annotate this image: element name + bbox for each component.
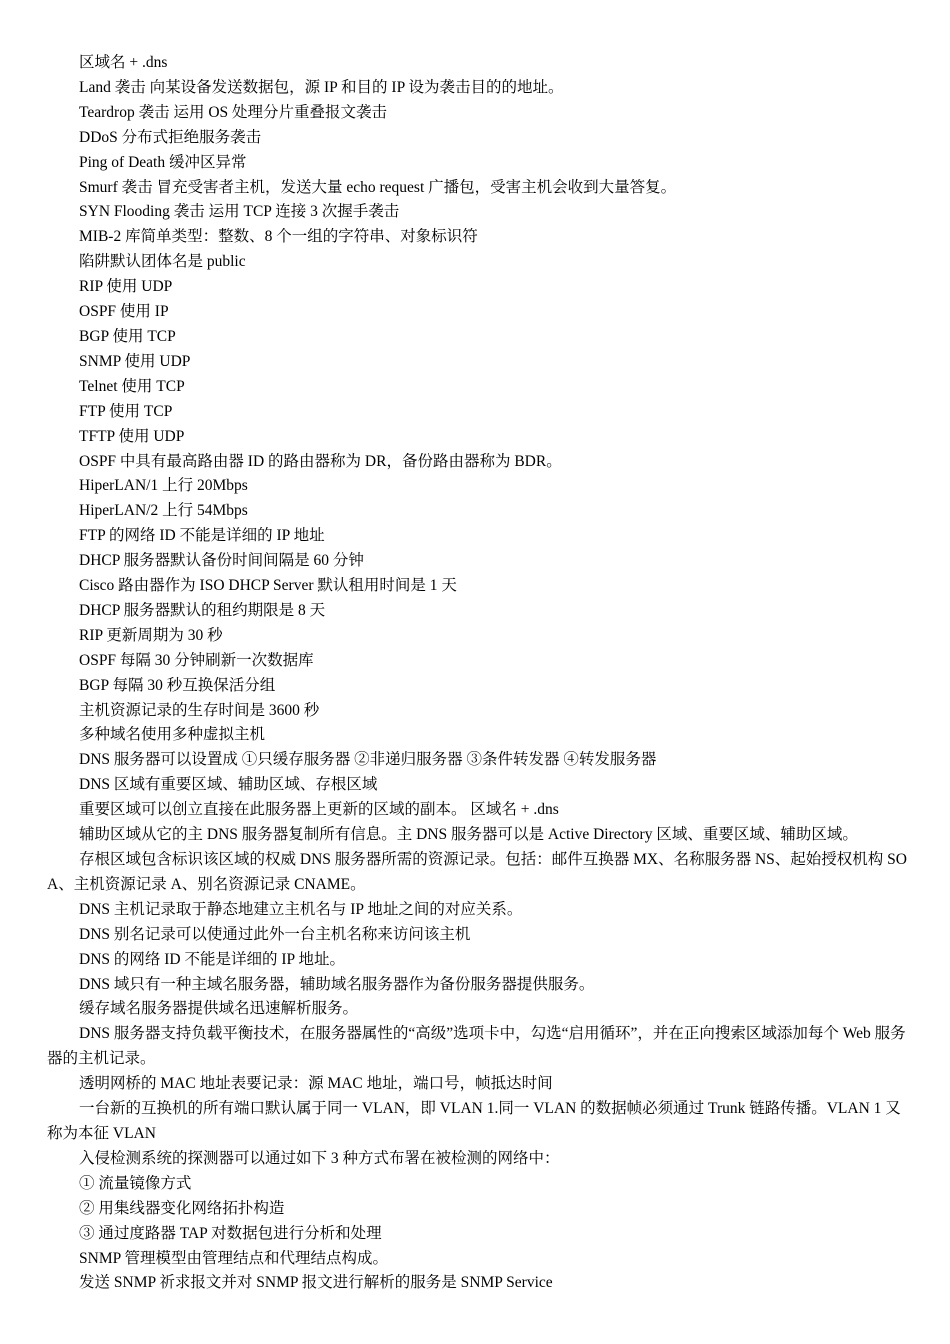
paragraph: Telnet 使用 TCP — [79, 377, 185, 395]
paragraph: Cisco 路由器作为 ISO DHCP Server 默认租用时间是 1 天 — [79, 577, 457, 595]
paragraph: 缓存域名服务器提供域名迅速解析服务。 — [79, 1000, 359, 1018]
paragraph: Land 袭击 向某设备发送数据包，源 IP 和目的 IP 设为袭击目的的地址。 — [79, 78, 564, 96]
paragraph: 主机资源记录的生存时间是 3600 秒 — [79, 701, 320, 719]
paragraph: OSPF 中具有最高路由器 ID 的路由器称为 DR，备份路由器称为 BDR。 — [79, 452, 562, 470]
paragraph: 一台新的互换机的所有端口默认属于同一 VLAN，即 VLAN 1.同一 VLAN 的数据帧必须通过 Trunk 链路传播。VLAN 1 又称为本征 VLAN — [47, 1100, 901, 1142]
paragraph: OSPF 每隔 30 分钟刷新一次数据库 — [79, 651, 314, 669]
paragraph: SNMP 管理模型由管理结点和代理结点构成。 — [79, 1249, 389, 1267]
paragraph: FTP 的网络 ID 不能是详细的 IP 地址 — [79, 527, 325, 545]
paragraph: 多种域名使用多种虚拟主机 — [79, 726, 266, 744]
paragraph: BGP 使用 TCP — [79, 327, 176, 345]
paragraph: SYN Flooding 袭击 运用 TCP 连接 3 次握手袭击 — [79, 203, 400, 221]
paragraph: TFTP 使用 UDP — [79, 427, 185, 445]
paragraph: DNS 域只有一种主域名服务器，辅助域名服务器作为备份服务器提供服务。 — [79, 975, 595, 993]
paragraph: 区域名 + .dns — [79, 54, 168, 71]
paragraph: 重要区域可以创立直接在此服务器上更新的区域的副本。 区域名 + .dns — [79, 801, 559, 819]
paragraph: RIP 更新周期为 30 秒 — [79, 626, 223, 644]
paragraph: DHCP 服务器默认备份时间间隔是 60 分钟 — [79, 552, 364, 570]
paragraph: DNS 主机记录取于静态地建立主机名与 IP 地址之间的对应关系。 — [79, 900, 523, 918]
paragraph: OSPF 使用 IP — [79, 303, 169, 321]
paragraph: DNS 服务器支持负载平衡技术，在服务器属性的“高级”选项卡中，勾选“启用循环”，并在正向搜索区域添加每个 Web 服务器的主机记录。 — [47, 1025, 906, 1068]
paragraph: HiperLAN/1 上行 20Mbps — [79, 477, 248, 495]
paragraph: 发送 SNMP 祈求报文并对 SNMP 报文进行解析的服务是 SNMP Service — [79, 1274, 553, 1292]
paragraph: 透明网桥的 MAC 地址表要记录：源 MAC 地址，端口号，帧抵达时间 — [79, 1075, 553, 1093]
paragraph: ② 用集线器变化网络拓扑构造 — [79, 1199, 285, 1217]
paragraph: 存根区域包含标识该区域的权威 DNS 服务器所需的资源记录。包括：邮件互换器 MX、名称服务器 NS、起始授权机构 SOA、主机资源记录 A、别名资源记录 CNAME。 — [47, 851, 907, 893]
paragraph: DNS 的网络 ID 不能是详细的 IP 地址。 — [79, 950, 345, 968]
paragraph: MIB-2 库简单类型：整数、8 个一组的字符串、对象标识符 — [79, 228, 478, 246]
paragraph: ③ 通过度路器 TAP 对数据包进行分析和处理 — [79, 1224, 382, 1242]
paragraph: Teardrop 袭击 运用 OS 处理分片重叠报文袭击 — [79, 103, 388, 121]
paragraph: DHCP 服务器默认的租约期限是 8 天 — [79, 601, 326, 619]
paragraph: FTP 使用 TCP — [79, 402, 173, 420]
paragraph: 入侵检测系统的探测器可以通过如下 3 种方式布署在被检测的网络中： — [79, 1149, 560, 1167]
document-body — [47, 51, 909, 1296]
paragraph: Smurf 袭击 冒充受害者主机，发送大量 echo request 广播包，受害主机会收到大量答复。 — [79, 178, 677, 196]
paragraph: HiperLAN/2 上行 54Mbps — [79, 502, 248, 520]
paragraph: Ping of Death 缓冲区异常 — [79, 153, 247, 171]
paragraph: DNS 服务器可以设置成 ①只缓存服务器 ②非递归服务器 ③条件转发器 ④转发服务器 — [79, 751, 657, 769]
paragraph: ① 流量镜像方式 — [79, 1174, 192, 1192]
paragraph: SNMP 使用 UDP — [79, 352, 191, 370]
paragraph: 陷阱默认团体名是 public — [79, 253, 246, 271]
paragraph: 辅助区域从它的主 DNS 服务器复制所有信息。主 DNS 服务器可以是 Active Directory 区域、重要区域、辅助区域。 — [79, 826, 858, 844]
paragraph: BGP 每隔 30 秒互换保活分组 — [79, 676, 276, 694]
paragraph: DDoS 分布式拒绝服务袭击 — [79, 128, 262, 146]
paragraph: RIP 使用 UDP — [79, 278, 173, 296]
paragraph: DNS 别名记录可以使通过此外一台主机名称来访问该主机 — [79, 925, 471, 943]
paragraph: DNS 区域有重要区域、辅助区域、存根区域 — [79, 776, 378, 794]
